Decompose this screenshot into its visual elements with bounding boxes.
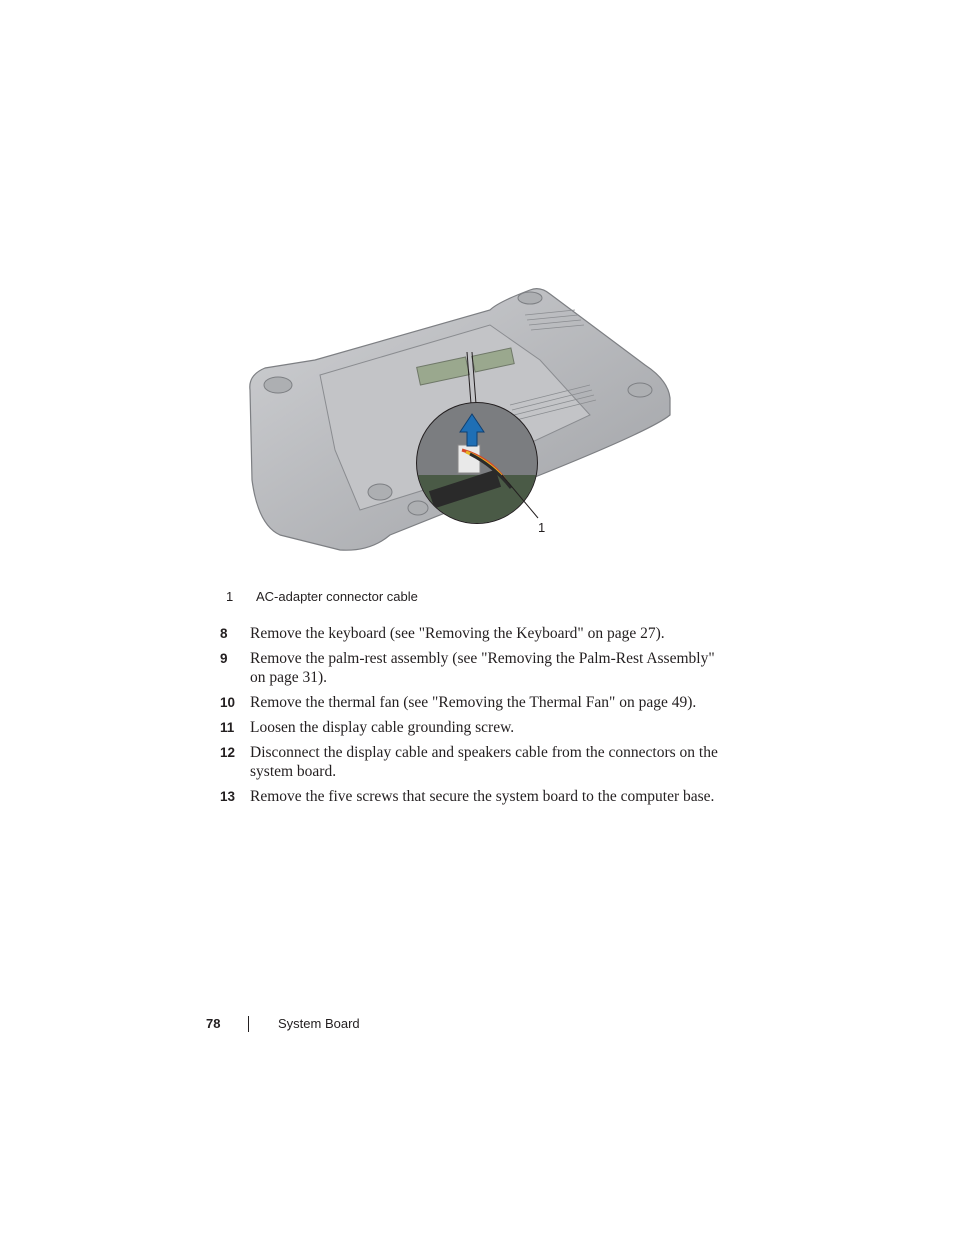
footer-divider (248, 1016, 249, 1032)
step-number: 13 (220, 789, 236, 804)
step-number: 8 (220, 626, 228, 641)
step-item (220, 718, 720, 737)
legend-number: 1 (226, 589, 234, 604)
step-item (220, 743, 720, 781)
legend-text: AC-adapter connector cable (256, 589, 418, 604)
procedure-steps (220, 624, 720, 812)
step-number: 12 (220, 745, 236, 760)
computer-base-drawing (240, 280, 700, 560)
step-text: Remove the thermal fan (see "Removing the Thermal Fan" on page 49). (250, 694, 697, 711)
step-item (220, 787, 720, 806)
step-item (220, 649, 720, 687)
step-text: Disconnect the display cable and speakers cable from the connectors on the system board. (250, 744, 718, 780)
step-item (220, 693, 720, 712)
step-item (220, 624, 720, 643)
step-text: Remove the five screws that secure the system board to the computer base. (250, 788, 715, 805)
figure-callout-1: 1 (538, 520, 546, 535)
step-number: 10 (220, 695, 236, 710)
step-text: Loosen the display cable grounding screw. (250, 719, 515, 736)
step-number: 9 (220, 651, 228, 666)
step-text: Remove the palm-rest assembly (see "Removing the Palm-Rest Assembly" on page 31). (250, 650, 715, 686)
laptop-base-illustration (240, 280, 700, 560)
section-title: System Board (278, 1016, 360, 1031)
step-number: 11 (220, 720, 235, 735)
page-number: 78 (206, 1016, 221, 1031)
step-text: Remove the keyboard (see "Removing the Keyboard" on page 27). (250, 625, 665, 642)
